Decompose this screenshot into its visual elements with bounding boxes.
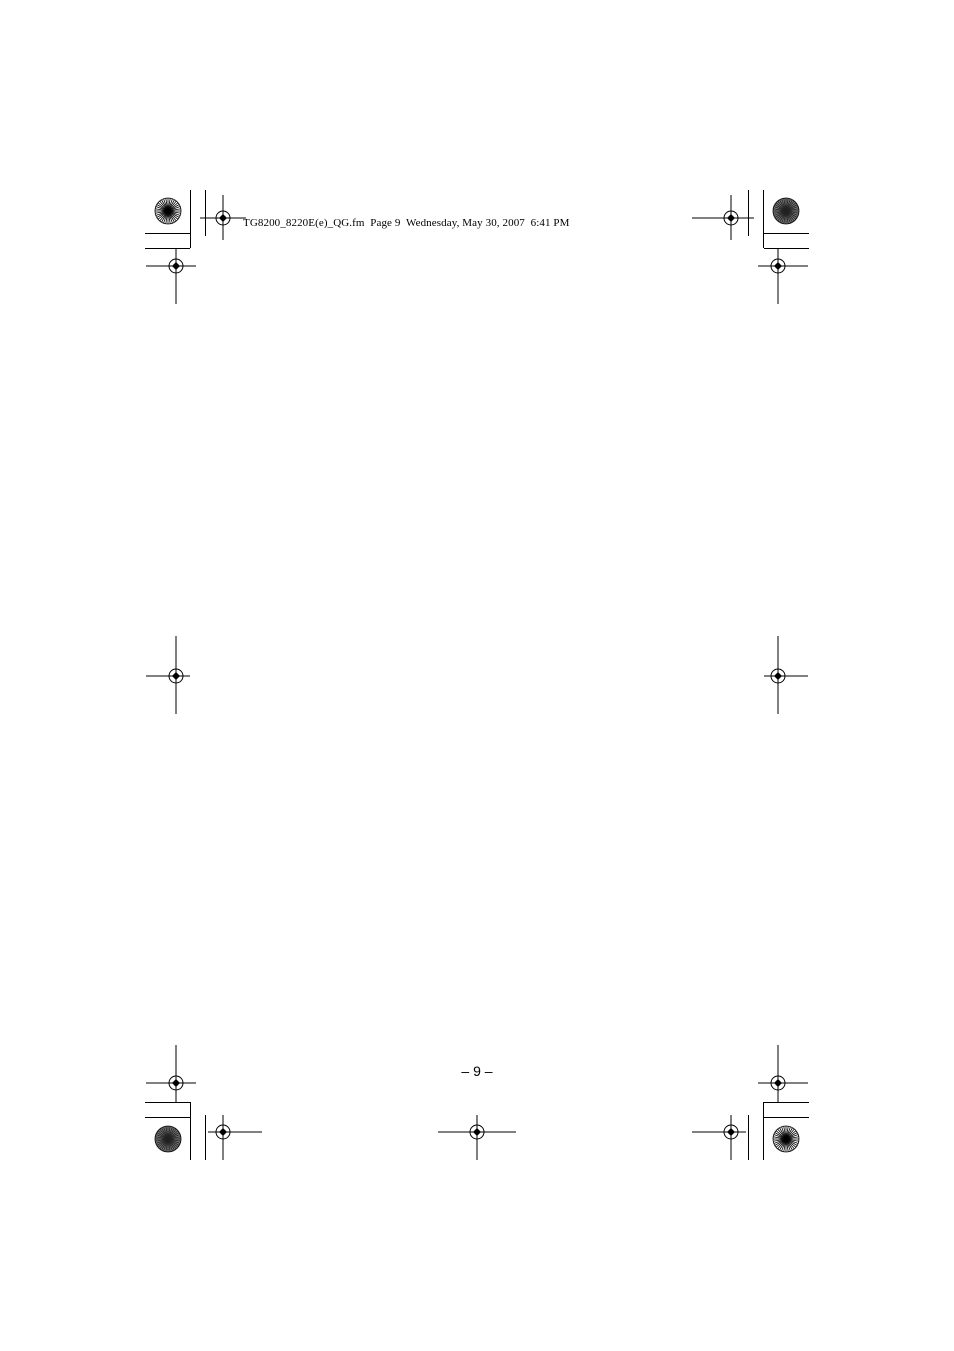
registration-crosshair-icon — [758, 1045, 808, 1102]
registration-crosshair-icon — [208, 1115, 262, 1160]
registration-crosshair-icon — [146, 248, 196, 304]
registration-crosshair-icon — [200, 195, 246, 240]
file-info-header: TG8200_8220E(e)_QG.fm Page 9 Wednesday, May 30, 2007 6:41 PM — [243, 217, 570, 229]
starburst-dark-icon — [155, 1126, 181, 1152]
registration-crosshair-icon — [692, 1115, 746, 1160]
registration-crosshair-icon — [146, 1045, 196, 1102]
starburst-dark-icon — [773, 198, 799, 224]
registration-crosshair-icon — [438, 1115, 516, 1160]
registration-crosshair-icon — [758, 248, 808, 304]
starburst-light-icon — [155, 198, 181, 224]
registration-crosshair-icon — [692, 195, 754, 240]
page-number: – 9 – — [461, 1063, 493, 1079]
registration-crosshair-icon — [146, 636, 190, 714]
starburst-light-icon — [773, 1126, 799, 1152]
registration-crosshair-icon — [764, 636, 808, 714]
